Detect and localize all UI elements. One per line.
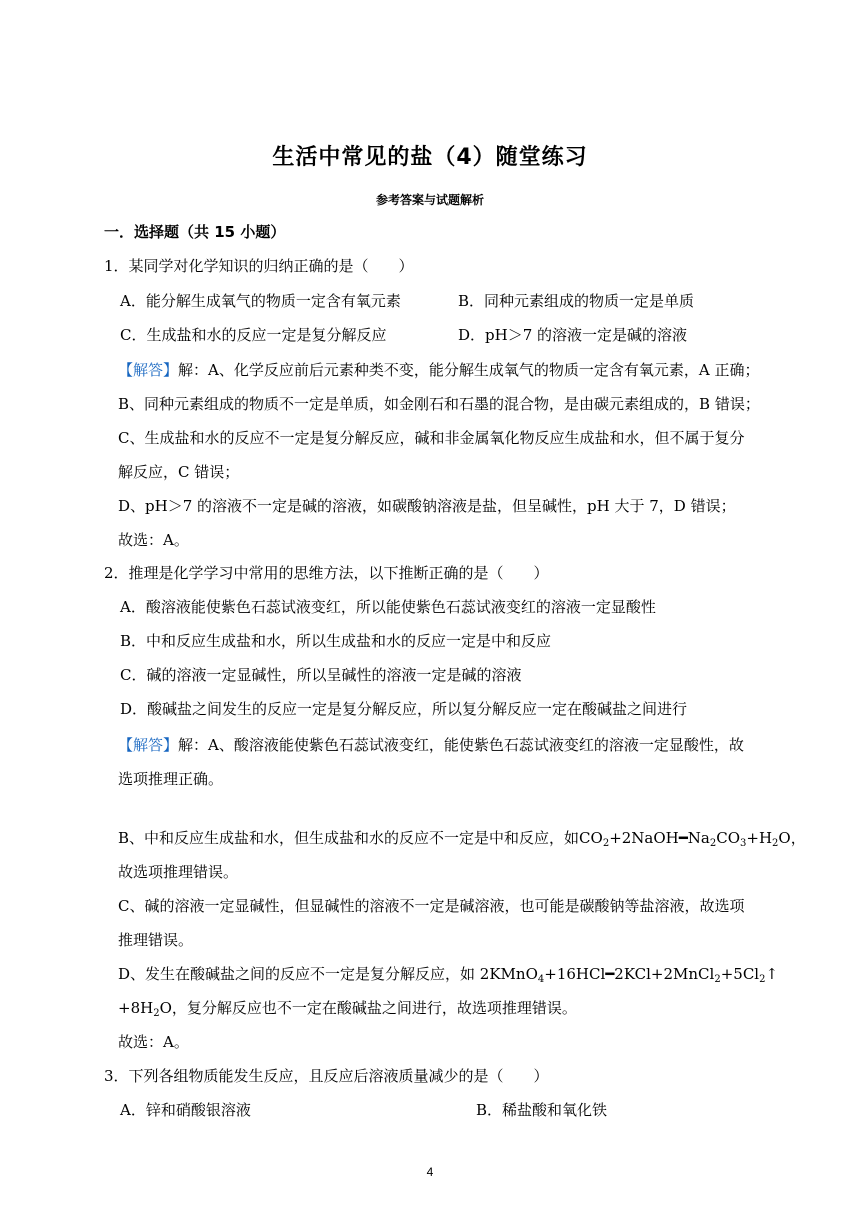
q2-analysis-line-1: 【解答】解：A、酸溶液能使紫色石蕊试液变红，能使紫色石蕊试液变红的溶液一定显酸性，故 (118, 736, 744, 754)
q1-analysis-line-3: C、生成盐和水的反应不一定是复分解反应，碱和非金属氧化物反应生成盐和水，但不属于复分 (118, 429, 745, 447)
chemical-equation: $+8H_2O$ (118, 999, 172, 1019)
q3-stem: 3．下列各组物质能发生反应，且反应后溶液质量减少的是（ ） (104, 1067, 549, 1085)
q1-stem: 1．某同学对化学知识的归纳正确的是（ ） (104, 257, 414, 275)
chemical-equation: $CO_2+2NaOH━Na_2CO_3+H_2O$， (579, 829, 806, 849)
q2-answer-line: 故选：A。 (118, 1033, 189, 1051)
q1-option-d: D．pH＞7 的溶液一定是碱的溶液 (458, 326, 688, 344)
q1-analysis-line-5: D、pH＞7 的溶液不一定是碱的溶液，如碳酸钠溶液是盐，但呈碱性，pH 大于 7，D 错误； (118, 497, 736, 515)
page-title: 生活中常见的盐（4）随堂练习 (272, 145, 588, 170)
page-subtitle: 参考答案与试题解析 (375, 193, 484, 207)
chemical-equation: $2KMnO_4+16HCl━2KCl+2MnCl_2+5Cl_2↑$ (479, 965, 779, 985)
q2-analysis-line-2: 选项推理正确。 (118, 770, 224, 788)
q2-analysis-line-7: D、发生在酸碱盐之间的反应不一定是复分解反应，如 $2KMnO_4+16HCl━2KCl+2MnCl_2+5Cl_2↑$ (118, 965, 779, 985)
q2-option-a: A．酸溶液能使紫色石蕊试液变红，所以能使紫色石蕊试液变红的溶液一定显酸性 (120, 598, 656, 616)
q1-option-c: C．生成盐和水的反应一定是复分解反应 (120, 326, 387, 344)
q2-analysis-line-8: $+8H_2O$，复分解反应也不一定在酸碱盐之间进行，故选项推理错误。 (118, 999, 577, 1019)
page-number: 4 (426, 1165, 434, 1179)
q1-analysis-line-1: 【解答】解：A、化学反应前后元素种类不变，能分解生成氧气的物质一定含有氧元素，A 正确； (118, 361, 760, 379)
q1-option-b: B．同种元素组成的物质一定是单质 (458, 292, 695, 310)
q2-analysis-line-5: C、碱的溶液一定显碱性，但显碱性的溶液不一定是碱溶液，也可能是碳酸钠等盐溶液，故选项 (118, 897, 745, 915)
q2-stem: 2．推理是化学学习中常用的思维方法，以下推断正确的是（ ） (104, 564, 549, 582)
answer-tag: 【解答】 (118, 736, 179, 754)
q1-option-a: A．能分解生成氧气的物质一定含有氧元素 (120, 292, 401, 310)
q2-analysis-line-3: B、中和反应生成盐和水，但生成盐和水的反应不一定是中和反应，如$CO_2+2NaOH━Na_2CO_3+H_2O$， (118, 829, 806, 849)
q1-analysis-line-4: 解反应，C 错误； (118, 463, 240, 481)
q1-analysis-line-2: B、同种元素组成的物质不一定是单质，如金刚石和石墨的混合物，是由碳元素组成的，B 错误； (118, 395, 760, 413)
q3-option-b: B．稀盐酸和氧化铁 (476, 1101, 608, 1119)
q1-answer-line: 故选：A。 (118, 531, 189, 549)
q2-option-c: C．碱的溶液一定显碱性，所以呈碱性的溶液一定是碱的溶液 (120, 666, 522, 684)
answer-tag: 【解答】 (118, 361, 179, 379)
q3-option-a: A．锌和硝酸银溶液 (120, 1101, 251, 1119)
q2-option-d: D．酸碱盐之间发生的反应一定是复分解反应，所以复分解反应一定在酸碱盐之间进行 (120, 700, 688, 718)
q2-option-b: B．中和反应生成盐和水，所以生成盐和水的反应一定是中和反应 (120, 632, 552, 650)
q2-analysis-line-6: 推理错误。 (118, 931, 194, 949)
q2-analysis-line-4: 故选项推理错误。 (118, 863, 239, 881)
section-heading: 一．选择题（共 15 小题） (104, 223, 286, 241)
